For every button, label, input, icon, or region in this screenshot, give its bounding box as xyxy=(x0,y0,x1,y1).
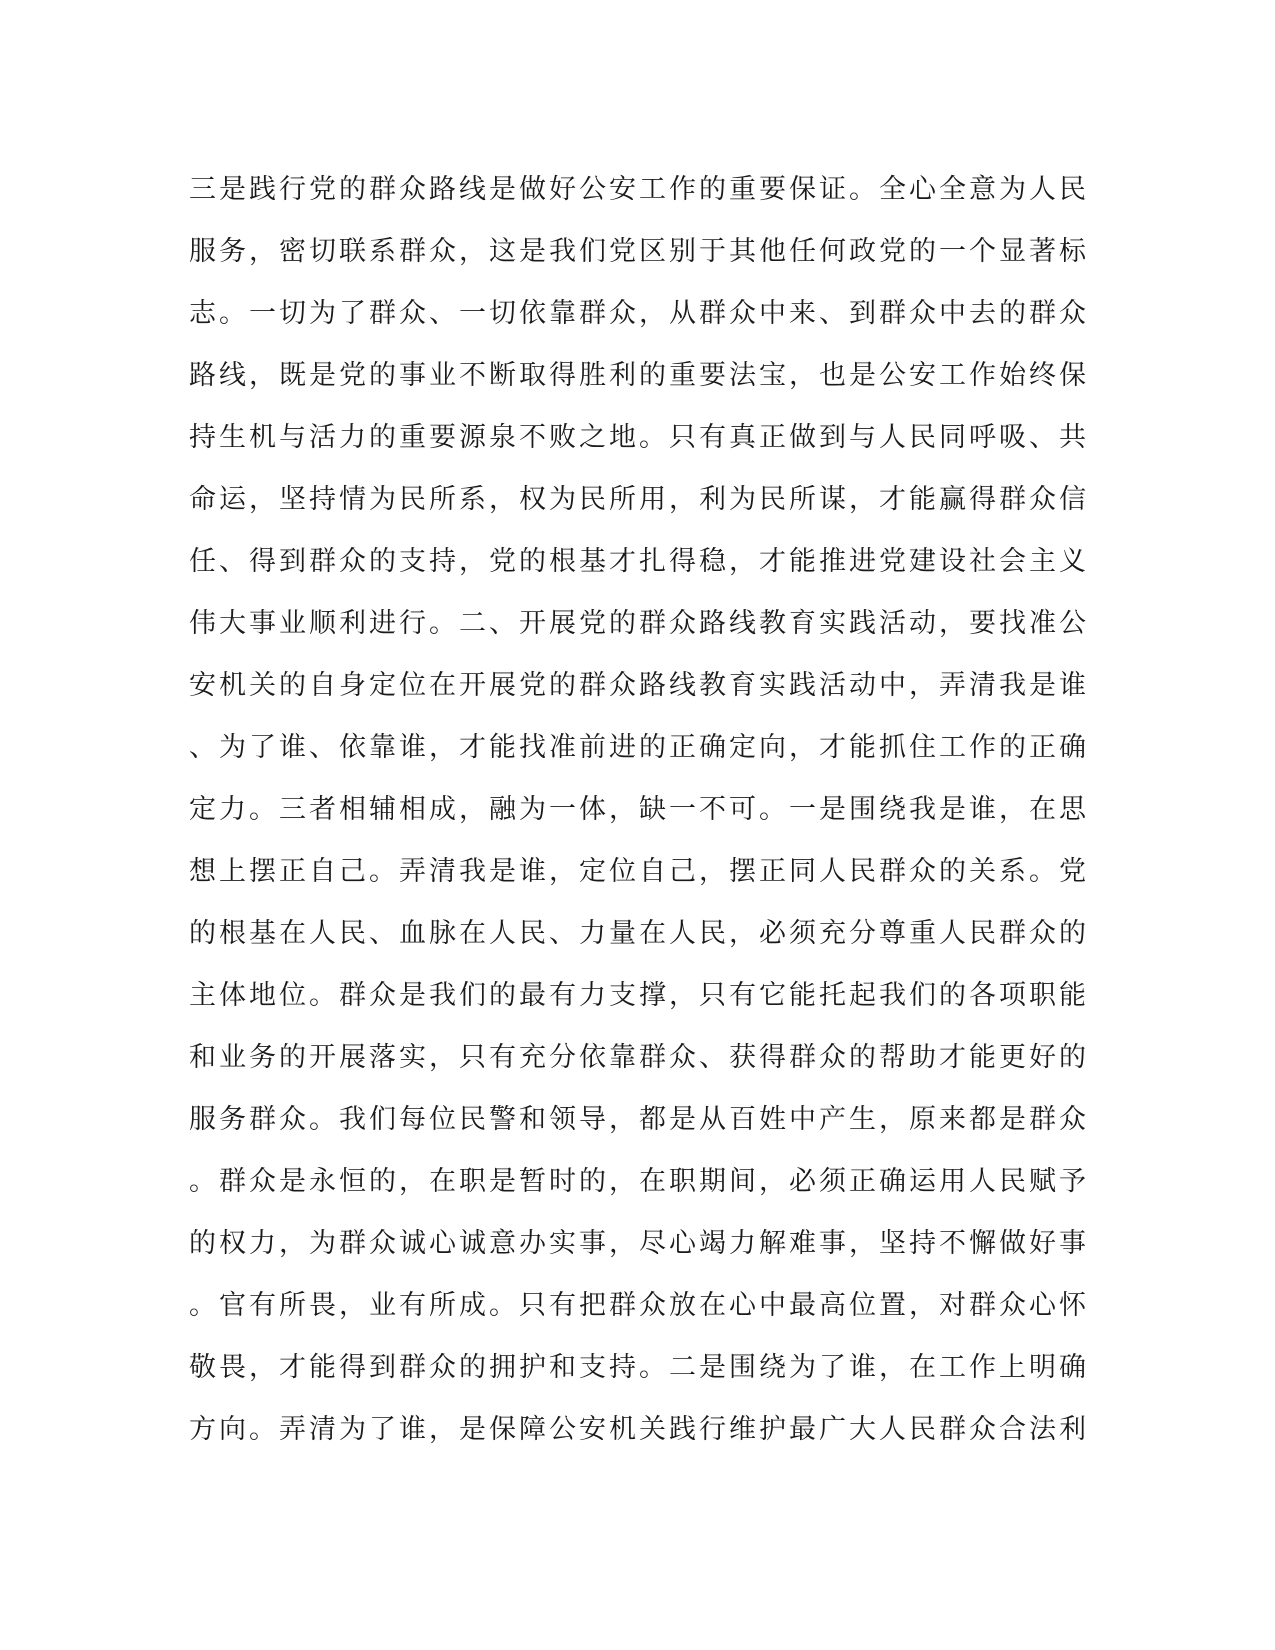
text-line: 主体地位。群众是我们的最有力支撑，只有它能托起我们的各项职能 xyxy=(189,980,1089,1011)
text-line: 命运，坚持情为民所系，权为民所用，利为民所谋，才能赢得群众信 xyxy=(189,484,1089,515)
text-line: 定力。三者相辅相成，融为一体，缺一不可。一是围绕我是谁，在思 xyxy=(189,794,1089,825)
body-text xyxy=(189,166,1089,1468)
text-line: 服务，密切联系群众，这是我们党区别于其他任何政党的一个显著标 xyxy=(189,236,1089,267)
text-line: 任、得到群众的支持，党的根基才扎得稳，才能推进党建设社会主义 xyxy=(189,546,1089,577)
text-line: 和业务的开展落实，只有充分依靠群众、获得群众的帮助才能更好的 xyxy=(189,1042,1089,1073)
text-line: 敬畏，才能得到群众的拥护和支持。二是围绕为了谁，在工作上明确 xyxy=(189,1352,1089,1383)
text-line: 伟大事业顺利进行。二、开展党的群众路线教育实践活动，要找准公 xyxy=(189,608,1089,639)
text-line: 安机关的自身定位在开展党的群众路线教育实践活动中，弄清我是谁 xyxy=(189,670,1089,701)
text-line: 方向。弄清为了谁，是保障公安机关践行维护最广大人民群众合法利 xyxy=(189,1414,1089,1445)
text-line: 、为了谁、依靠谁，才能找准前进的正确定向，才能抓住工作的正确 xyxy=(189,732,1089,763)
text-line: 的根基在人民、血脉在人民、力量在人民，必须充分尊重人民群众的 xyxy=(189,918,1089,949)
text-line: 服务群众。我们每位民警和领导，都是从百姓中产生，原来都是群众 xyxy=(189,1104,1089,1135)
text-line: 。群众是永恒的，在职是暂时的，在职期间，必须正确运用人民赋予 xyxy=(189,1166,1089,1197)
text-line: 路线，既是党的事业不断取得胜利的重要法宝，也是公安工作始终保 xyxy=(189,360,1089,391)
text-line: 想上摆正自己。弄清我是谁，定位自己，摆正同人民群众的关系。党 xyxy=(189,856,1089,887)
text-line: 志。一切为了群众、一切依靠群众，从群众中来、到群众中去的群众 xyxy=(189,298,1089,329)
text-line: 三是践行党的群众路线是做好公安工作的重要保证。全心全意为人民 xyxy=(189,174,1089,205)
text-line: 持生机与活力的重要源泉不败之地。只有真正做到与人民同呼吸、共 xyxy=(189,422,1089,453)
text-line: 的权力，为群众诚心诚意办实事，尽心竭力解难事，坚持不懈做好事 xyxy=(189,1228,1089,1259)
text-line: 。官有所畏，业有所成。只有把群众放在心中最高位置，对群众心怀 xyxy=(189,1290,1089,1321)
